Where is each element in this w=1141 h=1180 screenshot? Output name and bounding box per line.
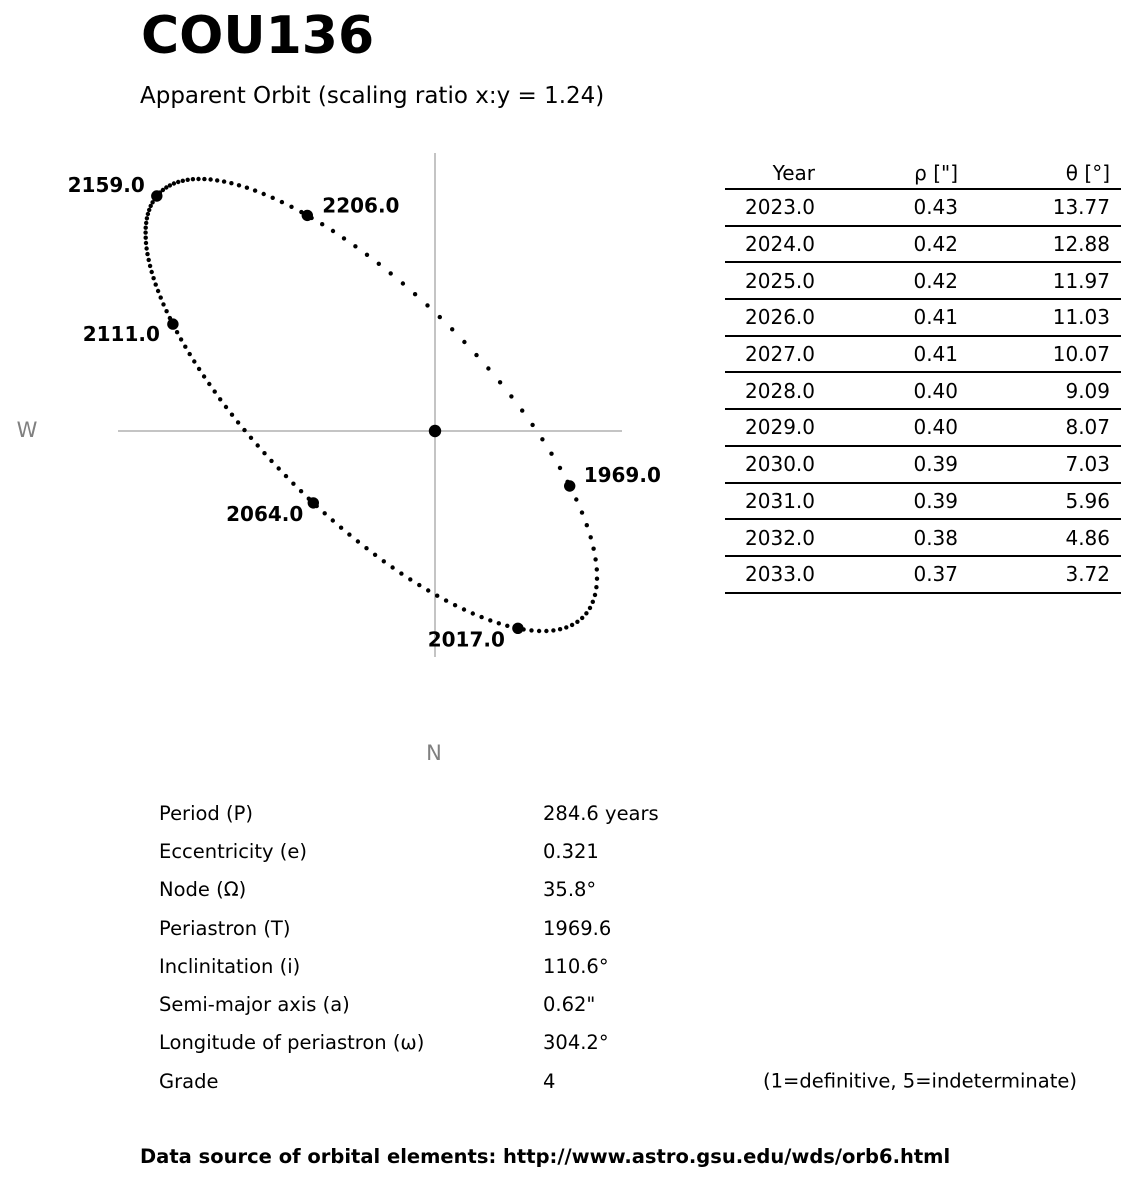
orbit-dot — [498, 380, 502, 384]
orbit-dot — [154, 282, 158, 286]
orbit-dot — [505, 624, 509, 628]
orbital-element-label: Semi-major axis (a) — [159, 993, 350, 1017]
orbit-dot — [408, 577, 412, 581]
orbit-dot — [145, 252, 149, 256]
theta-cell: 12.88 — [1052, 232, 1110, 257]
grade-scale-note: (1=definitive, 5=indeterminate) — [763, 1069, 1077, 1093]
orbit-dot — [218, 397, 222, 401]
orbit-dot — [299, 489, 303, 493]
orbital-element-row — [159, 909, 1119, 947]
ephemeris-row — [725, 556, 1121, 593]
orbit-dot — [585, 523, 589, 527]
ephemeris-row — [725, 483, 1121, 520]
orbital-element-value: 4 — [543, 1069, 556, 1093]
orbit-dot — [271, 196, 275, 200]
epoch-dot — [151, 190, 162, 201]
year-cell: 2033.0 — [745, 562, 815, 587]
rho-cell: 0.40 — [913, 415, 958, 440]
orbit-dot — [183, 345, 187, 349]
orbit-dot — [144, 226, 148, 230]
orbital-element-label: Node (Ω) — [159, 878, 247, 902]
rho-cell: 0.40 — [913, 378, 958, 403]
orbit-dot — [339, 526, 343, 530]
orbit-dot — [176, 180, 180, 184]
orbit-dot — [202, 374, 206, 378]
orbit-dot — [230, 413, 234, 417]
theta-column-header: θ [°] — [1065, 160, 1110, 185]
epoch-label: 2111.0 — [82, 322, 160, 347]
theta-cell: 13.77 — [1052, 195, 1110, 220]
orbit-dot — [530, 423, 534, 427]
ephemeris-row — [725, 336, 1121, 373]
epoch-dot — [302, 210, 313, 221]
orbital-element-row — [159, 832, 1119, 870]
orbit-dot — [580, 510, 584, 514]
orbital-element-row — [159, 947, 1119, 985]
orbit-dot — [426, 588, 430, 592]
orbit-dot — [425, 303, 429, 307]
epoch-dot — [167, 318, 178, 329]
orbit-dot — [144, 236, 148, 240]
ephemeris-row — [725, 226, 1121, 263]
theta-cell: 11.03 — [1052, 305, 1110, 330]
orbital-element-label: Inclinitation (i) — [159, 954, 301, 978]
orbit-dot — [591, 547, 595, 551]
orbit-dot — [249, 436, 253, 440]
orbital-element-row — [159, 1024, 1119, 1062]
orbit-dot — [589, 535, 593, 539]
orbital-element-value: 0.321 — [543, 839, 599, 863]
orbit-dot — [146, 212, 150, 216]
orbit-dot — [389, 271, 393, 275]
orbit-dot — [564, 625, 568, 629]
orbit-dot — [462, 607, 466, 611]
orbit-dot — [594, 585, 598, 589]
orbit-dot — [353, 244, 357, 248]
orbit-dot — [144, 246, 148, 250]
theta-cell: 5.96 — [1065, 488, 1110, 513]
orbital-element-value: 304.2° — [543, 1031, 609, 1055]
epoch-markers-group — [68, 173, 661, 651]
orbit-dot — [593, 593, 597, 597]
orbit-dot — [401, 281, 405, 285]
epoch-label: 2064.0 — [226, 501, 304, 526]
orbit-dot — [580, 616, 584, 620]
orbit-dot — [289, 205, 293, 209]
year-cell: 2027.0 — [745, 342, 815, 367]
year-cell: 2023.0 — [745, 195, 815, 220]
orbit-dot — [145, 216, 149, 220]
orbit-dot — [453, 603, 457, 607]
ephemeris-row — [725, 299, 1121, 336]
orbit-dot — [435, 594, 439, 598]
orbit-dot — [570, 623, 574, 627]
orbit-dot — [208, 177, 212, 181]
orbit-dot — [161, 302, 165, 306]
orbital-element-row — [159, 794, 1119, 832]
orbit-dot — [438, 315, 442, 319]
orbit-dot — [558, 466, 562, 470]
orbit-dot — [331, 518, 335, 522]
orbit-dot — [558, 627, 562, 631]
orbit-dot — [224, 405, 228, 409]
orbit-dot — [488, 618, 492, 622]
orbital-element-label: Period (P) — [159, 801, 253, 825]
orbit-dot — [364, 546, 368, 550]
year-cell: 2031.0 — [745, 488, 815, 513]
epoch-label: 2017.0 — [427, 627, 505, 652]
orbit-dot — [280, 200, 284, 204]
orbit-dot — [236, 420, 240, 424]
ephemeris-row — [725, 409, 1121, 446]
orbit-dot — [520, 408, 524, 412]
orbit-dot — [256, 443, 260, 447]
orbit-dot — [179, 337, 183, 341]
orbit-dot — [164, 309, 168, 313]
orbit-dot — [588, 606, 592, 610]
orbital-element-value: 35.8° — [543, 878, 597, 902]
orbit-dot — [413, 292, 417, 296]
orbit-dot — [147, 258, 151, 262]
orbit-dot — [215, 178, 219, 182]
orbit-dot — [551, 628, 555, 632]
orbital-elements-block — [159, 794, 1119, 1100]
ephemeris-row — [725, 372, 1121, 409]
orbital-element-row — [159, 985, 1119, 1023]
orbit-dot — [186, 178, 190, 182]
orbit-dot — [591, 600, 595, 604]
orbital-element-label: Eccentricity (e) — [159, 839, 307, 863]
theta-cell: 11.97 — [1052, 268, 1110, 293]
rho-cell: 0.39 — [913, 488, 958, 513]
orbit-dot — [575, 620, 579, 624]
rho-column-header: ρ ["] — [914, 160, 958, 185]
orbit-dot — [471, 611, 475, 615]
year-cell: 2029.0 — [745, 415, 815, 440]
theta-cell: 7.03 — [1065, 452, 1110, 477]
orbit-dot — [377, 262, 381, 266]
orbit-dot — [207, 382, 211, 386]
orbit-dot — [168, 183, 172, 187]
orbit-dot — [356, 539, 360, 543]
chart-subtitle: Apparent Orbit (scaling ratio x:y = 1.24) — [140, 83, 605, 109]
orbit-dot — [197, 367, 201, 371]
year-cell: 2032.0 — [745, 525, 815, 550]
ephemeris-row — [725, 262, 1121, 299]
orbit-dot — [245, 186, 249, 190]
orbit-dot — [253, 188, 257, 192]
orbit-dot — [323, 511, 327, 515]
orbit-dot — [450, 327, 454, 331]
year-column-header: Year — [772, 160, 815, 185]
orbital-element-label: Grade — [159, 1069, 219, 1093]
orbit-dot — [574, 497, 578, 501]
orbit-dot — [172, 181, 176, 185]
epoch-dot — [512, 623, 523, 634]
ephemeris-row — [725, 446, 1121, 483]
orbit-dot — [262, 192, 266, 196]
orbit-dot — [399, 571, 403, 575]
theta-cell: 10.07 — [1052, 342, 1110, 367]
orbit-dot — [540, 437, 544, 441]
orbit-dot — [191, 177, 195, 181]
west-axis-label: W — [16, 418, 38, 442]
orbit-dot — [479, 615, 483, 619]
ephemeris-row — [725, 189, 1121, 226]
orbit-dots-group — [143, 177, 599, 633]
ephemeris-table — [725, 157, 1121, 594]
orbit-dot — [373, 553, 377, 557]
orbit-dot — [147, 208, 151, 212]
orbit-dot — [544, 629, 548, 633]
orbit-dot — [237, 183, 241, 187]
orbit-dot — [202, 177, 206, 181]
epoch-label: 2159.0 — [67, 173, 145, 197]
orbit-dot — [549, 452, 553, 456]
orbit-dot — [462, 340, 466, 344]
orbit-dot — [595, 567, 599, 571]
orbit-dot — [242, 428, 246, 432]
theta-cell: 3.72 — [1065, 562, 1110, 587]
data-source-footer: Data source of orbital elements: http://www.astro.gsu.edu/wds/orb6.html — [140, 1145, 951, 1168]
theta-cell: 4.86 — [1065, 525, 1110, 550]
rho-cell: 0.37 — [913, 562, 958, 587]
orbit-dot — [365, 253, 369, 257]
rho-cell: 0.39 — [913, 452, 958, 477]
primary-star-dot — [429, 425, 441, 437]
orbit-dot — [417, 583, 421, 587]
theta-cell: 9.09 — [1065, 378, 1110, 403]
year-cell: 2024.0 — [745, 232, 815, 257]
orbital-element-row — [159, 871, 1119, 909]
orbital-element-value: 0.62" — [543, 993, 596, 1017]
orbit-dot — [474, 353, 478, 357]
orbit-dot — [284, 474, 288, 478]
orbit-dot — [584, 611, 588, 615]
orbit-dot — [144, 221, 148, 225]
orbit-dot — [382, 559, 386, 563]
orbit-dot — [229, 181, 233, 185]
orbit-dot — [196, 177, 200, 181]
rho-cell: 0.41 — [913, 305, 958, 330]
theta-cell: 8.07 — [1065, 415, 1110, 440]
orbit-dot — [331, 229, 335, 233]
orbit-dot — [497, 621, 501, 625]
orbit-dot — [486, 366, 490, 370]
rho-cell: 0.43 — [913, 195, 958, 220]
ephemeris-header-row — [725, 157, 1121, 189]
north-axis-label: N — [426, 741, 442, 765]
ephemeris-row — [725, 519, 1121, 556]
epoch-dot — [308, 497, 319, 508]
orbital-element-label: Periastron (T) — [159, 916, 291, 940]
rho-cell: 0.42 — [913, 268, 958, 293]
orbit-dot — [537, 629, 541, 633]
orbit-dot — [143, 230, 147, 234]
orbit-dot — [213, 389, 217, 393]
orbit-dot — [509, 394, 513, 398]
orbit-dot — [529, 628, 533, 632]
orbit-dot — [156, 289, 160, 293]
rho-cell: 0.42 — [913, 232, 958, 257]
orbit-dot — [277, 466, 281, 470]
orbital-element-value: 110.6° — [543, 954, 609, 978]
rho-cell: 0.38 — [913, 525, 958, 550]
epoch-dot — [564, 480, 575, 491]
orbital-element-value: 1969.6 — [543, 916, 612, 940]
year-cell: 2028.0 — [745, 378, 815, 403]
orbit-dot — [320, 222, 324, 226]
orbit-dot — [144, 241, 148, 245]
epoch-label: 1969.0 — [583, 463, 661, 487]
orbit-dot — [291, 482, 295, 486]
orbit-dot — [188, 352, 192, 356]
year-cell: 2030.0 — [745, 452, 815, 477]
orbit-dot — [444, 598, 448, 602]
orbit-dot — [148, 264, 152, 268]
orbit-dot — [595, 577, 599, 581]
orbit-dot — [593, 557, 597, 561]
orbital-element-row — [159, 1062, 1119, 1100]
orbital-element-value: 284.6 years — [543, 801, 659, 825]
orbit-dot — [175, 330, 179, 334]
epoch-label: 2206.0 — [322, 193, 400, 218]
orbit-dot — [181, 179, 185, 183]
orbit-dot — [222, 179, 226, 183]
page-title: COU136 — [141, 6, 375, 66]
orbit-dot — [192, 359, 196, 363]
orbit-dot — [151, 276, 155, 280]
orbit-dot — [269, 459, 273, 463]
rho-cell: 0.41 — [913, 342, 958, 367]
orbit-plot — [0, 0, 700, 790]
orbit-dot — [347, 532, 351, 536]
year-cell: 2025.0 — [745, 268, 815, 293]
orbit-dot — [342, 236, 346, 240]
orbit-dot — [390, 565, 394, 569]
orbit-dot — [159, 295, 163, 299]
year-cell: 2026.0 — [745, 305, 815, 330]
orbital-element-label: Longitude of periastron (ω) — [159, 1031, 425, 1055]
orbit-dot — [150, 270, 154, 274]
orbit-dot — [262, 451, 266, 455]
